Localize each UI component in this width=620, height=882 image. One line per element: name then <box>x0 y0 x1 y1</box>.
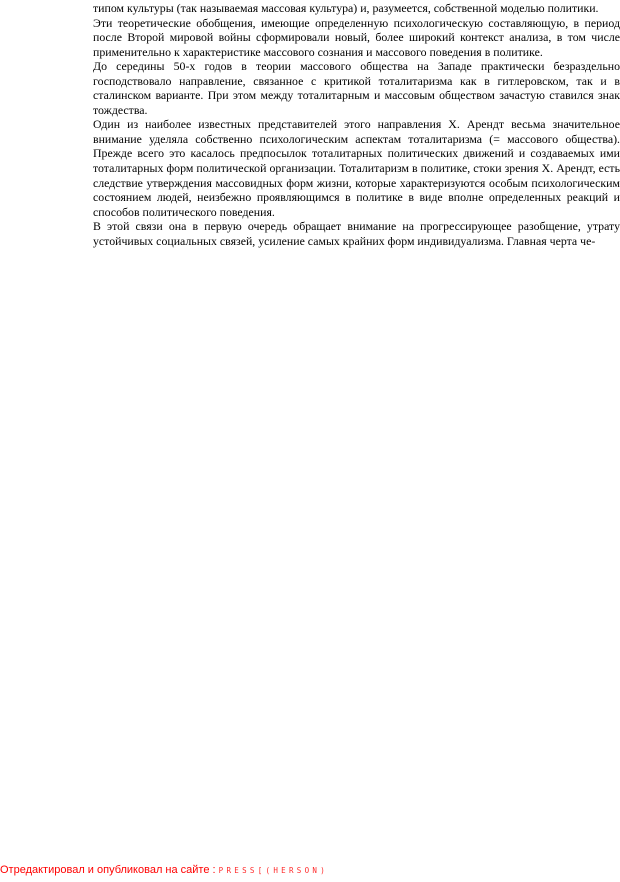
footer-credit-text: Отредактировал и опубликовал на сайте <box>0 864 210 876</box>
paragraph: В этой связи она в первую очередь обращает внимание на прогрессирующее разобщение, утрату устойчивых социальных связей, усиление самых крайних форм индивидуализма. Главная черта че- <box>93 219 620 248</box>
document-body <box>93 1 620 248</box>
footer-site-name: PRESS[(HERSON) <box>218 866 329 875</box>
paragraph: До середины 50-х годов в теории массового общества на Западе практически безраздельно господствовало направление, связанное с критикой тоталитаризма как в гитлеровском, так и в сталинском варианте. При этом между тоталитарным и массовым обществом зачастую ставился знак тождества. <box>93 59 620 117</box>
paragraph: типом культуры (так называемая массовая культура) и, разумеется, собственной моделью политики. <box>93 1 599 15</box>
footer-separator: : <box>209 864 219 876</box>
paragraph: Эти теоретические обобщения, имеющие определенную психологическую составляющую, в период после Второй мировой войны сформировали новый, более широкий контекст анализа, в том числе применительно к характеристике массового сознания и массового поведения в политике. <box>93 15 620 59</box>
footer-credit <box>0 862 328 878</box>
paragraph: Один из наиболее известных представителей этого направления X. Арендт весьма значительное внимание уделяла собственно психологическим аспектам тоталитаризма (= массового общества). Прежде всего это касалось предпосылок тоталитарных политических движений и создаваемых ими тоталитарных форм политической организации. Тоталитаризм в политике, стоки зрения X. Арендт, есть следствие утверждения массовидных форм жизни, которые характеризуются особым психологическим состоянием людей, неизбежно проявляющимся в политике в виде вполне определенных реакций и способов политического поведения. <box>93 117 620 219</box>
